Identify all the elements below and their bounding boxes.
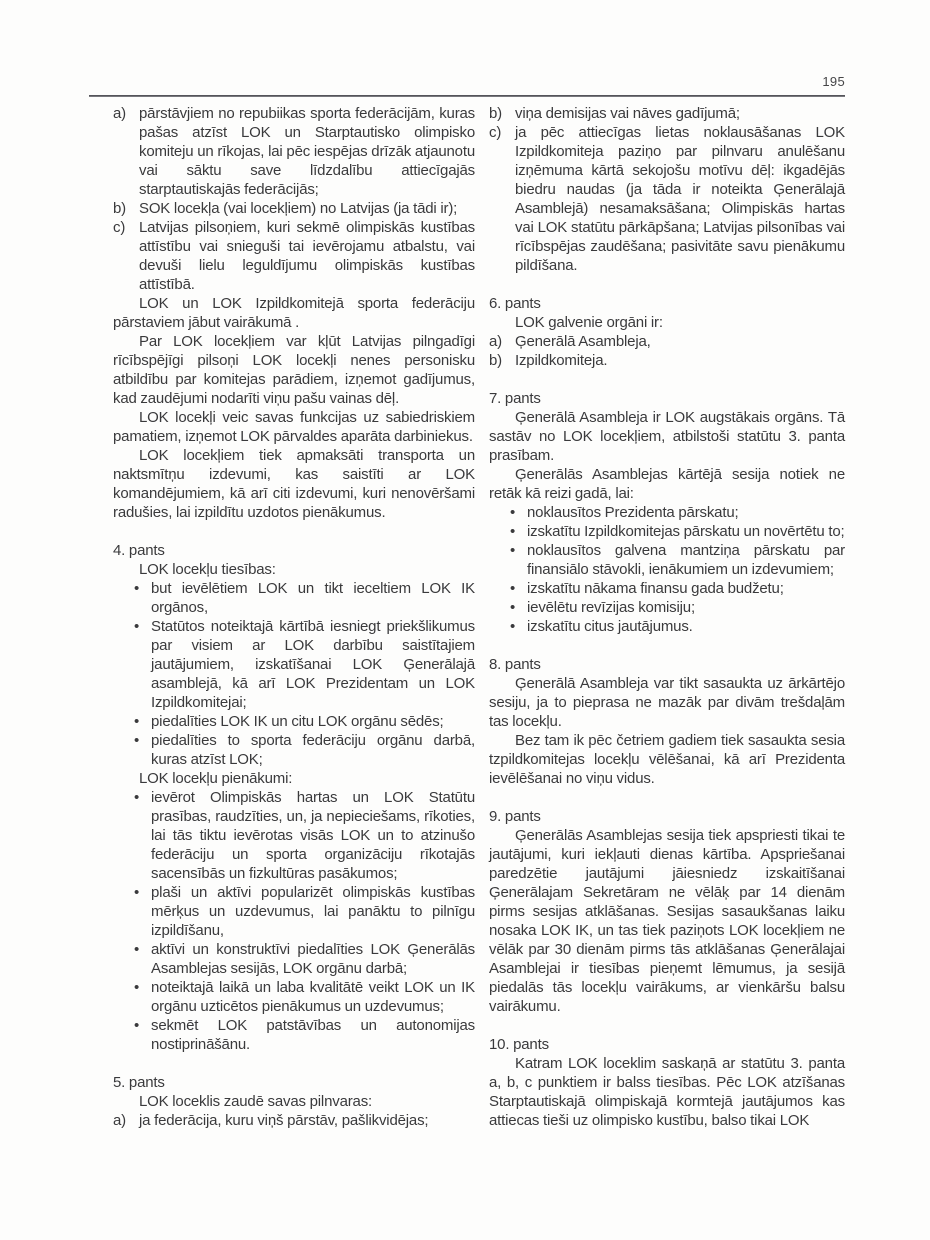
list-item [489, 123, 845, 275]
bullet-item [489, 503, 845, 522]
bullet-icon: • [510, 522, 516, 540]
list-item [113, 104, 475, 199]
list-item-text: Ģenerālā Asambleja, [515, 333, 651, 350]
bullet-text: noklausītos Prezidenta pārskatu; [527, 504, 739, 521]
bullet-icon: • [134, 978, 140, 996]
bullet-text: aktīvi un konstruktīvi piedalīties LOK Ģenerālās Asamblejas sesijās, LOK orgānu darbā; [151, 941, 475, 977]
paragraph: Ģenerālās Asamblejas kārtējā sesija notiek ne retāk kā reizi gadā, lai: [489, 466, 845, 502]
bullet-icon: • [134, 940, 140, 958]
bullet-icon: • [134, 731, 140, 749]
list-marker: a) [113, 105, 126, 122]
bullet-icon: • [134, 579, 140, 597]
list-item [113, 1111, 475, 1130]
bullet-text: noklausītos galvena mantziņa pārskatu par finansiālo stāvokli, ienākumiem un izdevumiem; [527, 542, 845, 578]
list-marker: b) [489, 352, 502, 369]
list-item-text: SOK locekļa (vai locekļiem) no Latvijas (ja tādi ir); [139, 200, 458, 217]
list-item-text: Izpildkomiteja. [515, 352, 608, 369]
bullet-text: ievērot Olimpiskās hartas un LOK Statūtu prasības, raudzīties, un, ja nepieciešams, rīkoties, lai tās tiktu ievērotas visās LOK un to atzinušo federāciju un sporta organizāciju rīkotajās sacensībās un fizkultūras pasākumos; [151, 789, 475, 882]
bullet-icon: • [134, 617, 140, 635]
section-heading-10-pants: 10. pants [489, 1036, 549, 1053]
bullet-item [113, 1016, 475, 1054]
bullet-text: Statūtos noteiktajā kārtībā iesniegt priekšlikumus par visiem ar LOK darbību saistītajiem jautājumiem, izskatīšanai LOK Ģenerālajā asamblejā, kā arī LOK Prezidentam un LOK Izpildkomitejai; [151, 618, 475, 711]
section-heading-4-pants: 4. pants [113, 542, 165, 559]
section-heading-6-pants: 6. pants [489, 295, 541, 312]
bullet-item [489, 598, 845, 617]
bullet-item [113, 883, 475, 940]
paragraph: Ģenerālā Asambleja ir LOK augstākais orgāns. Tā sastāv no LOK locekļiem, atbilstoši statūtu 3. panta prasībam. [489, 409, 845, 464]
bullet-item [489, 541, 845, 579]
bullet-item [113, 940, 475, 978]
sub-label: LOK loceklis zaudē savas pilnvaras: [139, 1093, 373, 1110]
bullet-item [113, 579, 475, 617]
list-item [489, 104, 845, 123]
bullet-item [113, 617, 475, 712]
bullet-item [113, 978, 475, 1016]
bullet-icon: • [510, 541, 516, 559]
list-item-text: ja federācija, kuru viņš pārstāv, pašlikvidējas; [139, 1112, 429, 1129]
page-number: 195 [822, 74, 845, 89]
bullet-icon: • [134, 883, 140, 901]
paragraph: LOK un LOK Izpildkomitejā sporta federāciju pārstaviem jābut vairākumā . [113, 295, 475, 331]
list-marker: a) [113, 1112, 126, 1129]
bullet-text: but ievēlētiem LOK un tikt ieceltiem LOK IK orgānos, [151, 580, 475, 616]
list-item-text: pārstāvjiem no repubiikas sporta federācijām, kuras pašas atzīst LOK un Starptautisko olimpisko komiteju un rīkojas, lai pēc iespējas drīzāk atjaunotu vai sāktu save līdzdalību attiecīgajās starptautiskajās federācijās; [139, 105, 475, 198]
section-heading-9-pants: 9. pants [489, 808, 541, 825]
paragraph: LOK locekļi veic savas funkcijas uz sabiedriskiem pamatiem, izņemot LOK pārvaldes aparāta darbiniekus. [113, 409, 475, 445]
text-columns [113, 104, 845, 1130]
list-marker: b) [113, 200, 126, 217]
bullet-text: piedalīties LOK IK un citu LOK orgānu sēdēs; [151, 713, 444, 730]
bullet-item [489, 522, 845, 541]
paragraph: Katram LOK loceklim saskaņā ar statūtu 3. panta a, b, c punktiem ir balss tiesības. Pēc LOK atzīšanas Starptautiskajā olimpiskajā kormtejā jautājumos kas attiecas tieši uz olimpisko kustību, balso tikai LOK [489, 1055, 845, 1129]
bullet-item [113, 731, 475, 769]
bullet-item [113, 788, 475, 883]
list-item [113, 218, 475, 294]
bullet-item [489, 617, 845, 636]
sub-label: LOK locekļu pienākumi: [139, 770, 293, 787]
bullet-icon: • [134, 788, 140, 806]
header-rule [89, 95, 845, 97]
list-item-text: Latvijas pilsoņiem, kuri sekmē olimpiskās kustības attīstību vai snieguši tai ievērojamu atbalstu, vai devuši lielu leguldījumu olimpiskās kustības attīstībā. [139, 219, 475, 293]
bullet-text: ievēlētu revīzijas komisiju; [527, 599, 695, 616]
section-heading-5-pants: 5. pants [113, 1074, 165, 1091]
bullet-icon: • [134, 712, 140, 730]
bullet-text: sekmēt LOK patstāvības un autonomijas nostiprināšānu. [151, 1017, 475, 1053]
bullet-item [489, 579, 845, 598]
bullet-icon: • [510, 579, 516, 597]
bullet-icon: • [510, 617, 516, 635]
right-column [489, 104, 845, 1130]
list-marker: c) [489, 124, 502, 141]
section-heading-7-pants: 7. pants [489, 390, 541, 407]
bullet-icon: • [510, 598, 516, 616]
paragraph: LOK locekļiem tiek apmaksāti transporta un naktsmītņu izdevumi, kas saistīti ar LOK komandējumiem, kā arī citi izdevumi, kuri nenovēršami radušies, lai izpildītu uzdotos pienākumus. [113, 447, 475, 521]
bullet-text: izskatītu citus jautājumus. [527, 618, 693, 635]
bullet-text: piedalīties to sporta federāciju orgānu darbā, kuras atzīst LOK; [151, 732, 475, 768]
left-column [113, 104, 475, 1130]
list-item-text: viņa demisijas vai nāves gadījumā; [515, 105, 740, 122]
list-marker: a) [489, 333, 502, 350]
bullet-icon: • [134, 1016, 140, 1034]
section-heading-8-pants: 8. pants [489, 656, 541, 673]
paragraph: Par LOK locekļiem var kļūt Latvijas pilngadīgi rīcībspējīgi pilsoņi LOK locekļi nenes personisku atbildību par komitejas parādiem, izņemot gadījumus, kad zaudējumi nodarīti viņu pašu vainas dēļ. [113, 333, 475, 407]
paragraph: Ģenerālās Asamblejas sesija tiek apspriesti tikai te jautājumi, kuri iekļauti dienas kārtība. Apspriešanai paredzētie jautājumi jāiesniedz izskaitīšanai Ģenerālajam Sekretāram ne vēlāķ par 14 dienām pirms sesijas atklāšanas. Sesijas sasaukšanas laiku nosaka LOK IK, un tas tiek paziņots LOK locekļiem ne vēlāk par 30 dienām pirms tās atklāšanas Ģenerālajai Asamblejai ir tiesības pieņemt lēmumus, ja sesijā piedalās tās locekļu vairākums, ar vienkāršu balsu vairākumu. [489, 827, 845, 1015]
paragraph: Bez tam ik pēc četriem gadiem tiek sasaukta sesia tzpildkomitejas locekļu vēlēšanai, kā arī Prezidenta ievēlēšanai no viņu vidus. [489, 732, 845, 787]
sub-label: LOK locekļu tiesības: [139, 561, 276, 578]
list-item [113, 199, 475, 218]
paragraph: Ģenerālā Asambleja var tikt sasaukta uz ārkārtējo sesiju, ja to pieprasa ne mazāk par divām trešdaļām tas locekļu. [489, 675, 845, 730]
sub-label: LOK galvenie orgāni ir: [515, 314, 663, 331]
bullet-text: plaši un aktīvi popularizēt olimpiskās kustības mērķus un uzdevumus, lai panāktu to pilnīgu izpildīšanu, [151, 884, 475, 939]
bullet-item [113, 712, 475, 731]
list-item-text: ja pēc attiecīgas lietas noklausāšanas LOK Izpildkomiteja paziņo par pilnvaru anulēšanu izņēmuma kārtā sekojošu motīvu dēļ: ikgadējās biedru naudas (ja tāda ir noteikta Ģenerālajā Asamblejā) nesamaksāšana; Olimpiskās hartas vai LOK statūtu pārkāpšana; Latvijas pilsonības vai rīcībspējas zaudēšana; pasivitāte savu pienākumu pildīšana. [515, 124, 845, 274]
bullet-text: izskatītu nākama finansu gada budžetu; [527, 580, 784, 597]
list-item [489, 351, 845, 370]
list-item [489, 332, 845, 351]
bullet-text: izskatītu Izpildkomitejas pārskatu un novērtētu to; [527, 523, 845, 540]
bullet-icon: • [510, 503, 516, 521]
list-marker: b) [489, 105, 502, 122]
bullet-text: noteiktajā laikā un laba kvalitātē veikt LOK un IK orgānu uzticētos pienākumus un uzdevumus; [151, 979, 475, 1015]
list-marker: c) [113, 219, 126, 236]
